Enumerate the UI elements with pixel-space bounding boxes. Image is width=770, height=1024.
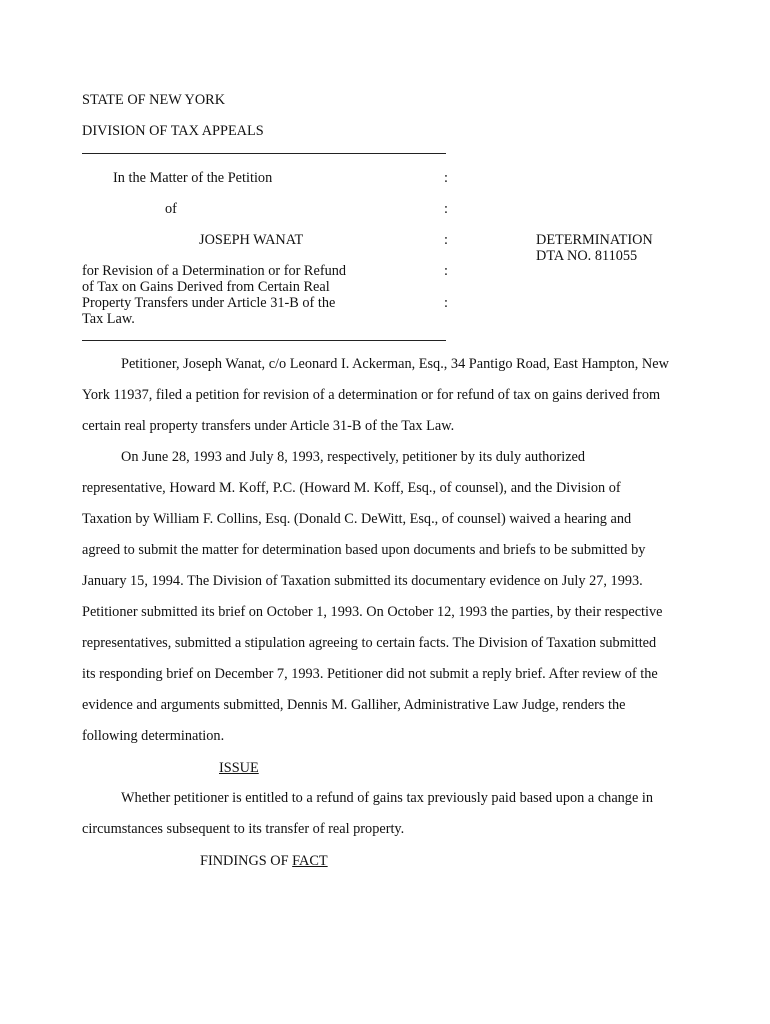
division-heading: DIVISION OF TAX APPEALS — [82, 123, 264, 139]
dta-number: DTA NO. 811055 — [536, 248, 638, 264]
findings-heading-prefix: FINDINGS OF — [200, 853, 293, 869]
caption-colon: : — [444, 201, 448, 217]
findings-heading — [200, 853, 328, 870]
caption-top-rule — [82, 153, 446, 154]
opening-paragraphs — [82, 349, 672, 752]
revision-line: of Tax on Gains Derived from Certain Real — [82, 279, 330, 295]
caption-colon: : — [444, 263, 448, 279]
document-type: DETERMINATION — [536, 232, 653, 248]
issue-heading: ISSUE — [219, 760, 259, 776]
matter-line: In the Matter of the Petition — [113, 170, 273, 186]
procedure-paragraph: On June 28, 1993 and July 8, 1993, respectively, petitioner by its duly authorized representative, Howard M. Koff, P.C. (Howard M. Koff, Esq., of counsel), and the Division of Taxation by William F. Collins, Esq. (Donald C. DeWitt, Esq., of counsel) waived a hearing and agreed to submit the matter for determination based upon documents and briefs to be submitted by January 15, 1994. The Division of Taxation submitted its documentary evidence on July 27, 1993. Petitioner submitted its brief on October 1, 1993. On October 12, 1993 the parties, by their respective representatives, submitted a stipulation agreeing to certain facts. The Division of Taxation submitted its responding brief on December 7, 1993. Petitioner did not submit a reply brief. After review of the evidence and arguments submitted, Dennis M. Galliher, Administrative Law Judge, renders the following determination. — [82, 449, 663, 744]
caption-colon: : — [444, 170, 448, 186]
caption-bottom-rule — [82, 340, 446, 341]
caption-colon: : — [444, 295, 448, 311]
petition-paragraph: Petitioner, Joseph Wanat, c/o Leonard I. Ackerman, Esq., 34 Pantigo Road, East Hampton, New York 11937, filed a petition for revision of a determination or for refund of tax on gains derived from certain real property transfers under Article 31-B of the Tax Law. — [82, 356, 669, 434]
revision-line: Tax Law. — [82, 311, 135, 327]
issue-section — [82, 783, 672, 845]
issue-paragraph: Whether petitioner is entitled to a refund of gains tax previously paid based upon a change in circumstances subsequent to its transfer of real property. — [82, 790, 654, 837]
caption-colon: : — [444, 232, 448, 248]
revision-line: Property Transfers under Article 31-B of the — [82, 295, 336, 311]
findings-heading-underlined: FACT — [292, 853, 328, 869]
revision-line: for Revision of a Determination or for Refund — [82, 263, 347, 279]
petitioner-name: JOSEPH WANAT — [199, 232, 304, 248]
state-heading: STATE OF NEW YORK — [82, 92, 226, 108]
of-line: of — [165, 201, 177, 217]
